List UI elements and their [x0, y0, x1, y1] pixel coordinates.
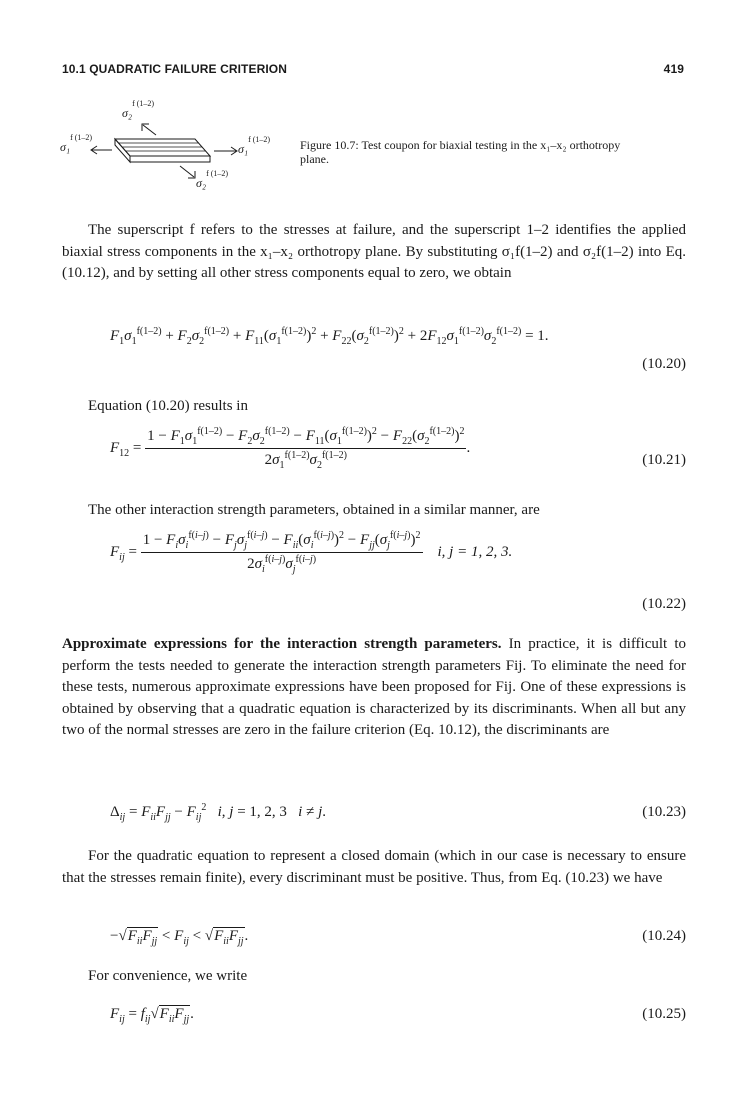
paragraph-closed-domain: For the quadratic equation to represent a closed domain (which in our case is necessary to ensure that the stresses remain finite), every discriminant must be positive. Thus, from Eq. (10.23) we have — [62, 848, 686, 886]
figure-label-top: σ₂$^{f (1-2)}$ — [122, 99, 155, 120]
figure-label-left: σ₁$^{f (1-2)}$ — [60, 133, 93, 154]
paragraph-results: Equation (10.20) results in — [88, 398, 248, 414]
figure-label-right: σ₁$^{f (1-2)}$ — [238, 135, 271, 156]
figure-caption: Figure 10.7: Test coupon for biaxial testing in the x₁–x₂ orthotropy plane. — [300, 138, 621, 166]
equation-number-10-22: (10.22) — [642, 596, 686, 612]
equation-number-10-25: (10.25) — [642, 1006, 686, 1022]
figure-test-coupon — [60, 99, 300, 204]
equation-number-10-23: (10.23) — [642, 804, 686, 820]
equation-number-10-21: (10.21) — [642, 452, 686, 468]
paragraph-body: In practice, it is difficult to perform the tests needed to generate the interaction strength parameters Fij. To eliminate the need for these tests, numerous approximate expressions have been proposed for Fij. One of these expressions is obtained by observing that a quadratic equation is characterized by its discriminants. When all but any two of the normal stresses are zero in the failure criterion (Eq. 10.12), the discriminants are — [62, 636, 686, 739]
paragraph-convenience: For convenience, we write — [88, 968, 248, 984]
equation-10-24: $-√F_{ii}F_{jj} < F_{ij} < √F_{ii}F_{jj}$. — [110, 928, 249, 947]
running-header — [62, 62, 684, 80]
paragraph-approximate-expressions — [62, 634, 686, 742]
equation-10-23: $\Delta_{ij} = F_{ii}F_{jj} - F_{ij}^2$ i, j = 1, 2, 3 i ≠ j. — [110, 802, 326, 823]
equation-10-22-range: i, j = 1, 2, 3. — [437, 543, 513, 560]
chapter-title: 10.1 QUADRATIC FAILURE CRITERION — [62, 62, 287, 76]
equation-10-20: $F_1\sigma_1^{f(1-2)} + F_2\sigma_2^{f(1-2)} + F_{11}(\sigma_1^{f(1-2)})^2 + F_{22}(\sigma_2^{f(1-2)})^2 + 2F_{12}\sigma_1^{f(1-2)}\sigma_2^{f(1-2)} = 1$. — [110, 326, 549, 347]
equation-number-10-20: (10.20) — [642, 356, 686, 372]
figure-label-bottom: σ₂$^{f (1-2)}$ — [196, 169, 229, 190]
paragraph-heading: Approximate expressions for the interaction strength parameters. — [62, 636, 502, 652]
equation-10-21: $F_{12}$ = $1 - F_1\sigma_1^{f(1-2)} - F_2\sigma_2^{f(1-2)} - F_{11}(\sigma_1^{f(1-2)})^2 - F_{22}(\sigma_2^{f(1-2)})^2$ $2\sigma_1^{f(1-2)}\sigma_2^{f(1-2)}$ . — [110, 426, 471, 471]
paragraph-intro: The superscript f refers to the stresses at failure, and the superscript 1–2 identifies the applied biaxial stress components in the x₁–x₂ orthotropy plane. By substituting σ₁f(1–2) and σ₂f(1–2) into Eq. (10.12), and by setting all other stress components equal to zero, we obtain — [62, 222, 686, 282]
equation-number-10-24: (10.24) — [642, 928, 686, 944]
paragraph-other-parameters: The other interaction strength parameters, obtained in a similar manner, are — [88, 502, 540, 518]
page-number: 419 — [663, 62, 684, 76]
equation-10-25: $F_{ij} = f_{ij}√F_{ii}F_{jj}$. — [110, 1006, 194, 1025]
equation-10-22: $F_{ij}$ = $1 - F_i\sigma_i^{f(i-j)} - F_j\sigma_j^{f(i-j)} - F_{ii}(\sigma_i^{f(i-j)})^2 - F_{jj}(\sigma_j^{f(i-j)})^2$ $2\sigma_i^{f(i-j)}\sigma_j^{f(i-j)}$ i, j = 1, 2, 3. — [110, 530, 513, 575]
